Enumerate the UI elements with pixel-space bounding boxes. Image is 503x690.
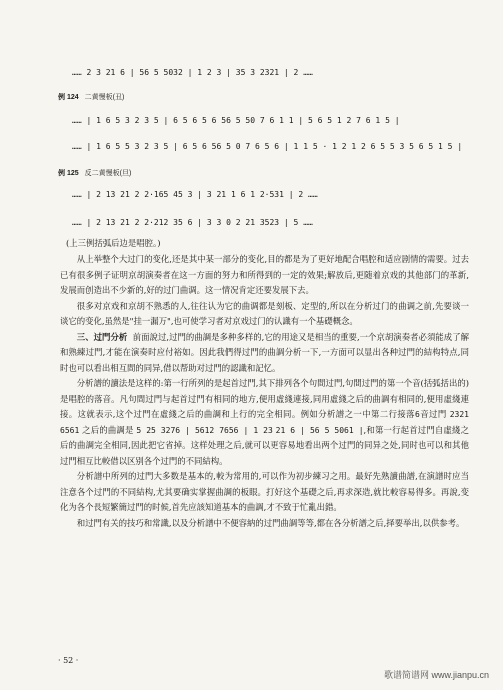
example-124-label <box>58 92 124 102</box>
body-text <box>60 252 469 531</box>
score-line-3: …… | 1 6 5 5 3 2 3 5 | 6 5 6 56 5 0 7 6 5 6 | 1 1 5 · 1 2 1 2 6 5 5 3 5 6 5 1 5 | <box>72 142 463 151</box>
score-line-1: …… 2 3 21 6 | 56 5 5032 | 1 2 3 | 35 3 2321 | 2 …… <box>72 68 313 77</box>
paragraph-4 <box>60 376 469 469</box>
inline-notation-2: 5 25 3276 | 5612 7656 | 1 23 <box>136 425 273 435</box>
inline-notation-3: 21 6 | 56 5 5061 | <box>275 425 364 435</box>
inline-notation-1: 2321 6561 <box>60 410 469 435</box>
paragraph-4-part-d: ,和第一行起首过門自虛綫之后的曲調完全相同,因此把它省掉。这样处理之后,就可以更容易地看出两个过門的同异之处,同时也可以和其他过門相互比較借以区别各个过門的不同結构。 <box>60 424 469 466</box>
example-124-desc: 二黄慢板(丑) <box>84 94 125 101</box>
score-line-2: …… | 1 6 5 3 2 3 5 | 6 5 6 5 6 56 5 50 7 6 1 1 | 5 6 5 1 2 7 6 1 5 | <box>72 116 400 125</box>
paragraph-4-part-b: 音过門 <box>419 409 447 419</box>
score-line-4: …… | 2 13 21 2 2·165 45 3 | 3 21 1 6 1 2·531 | 2 …… <box>72 190 318 199</box>
landing-note: 6 <box>414 410 420 419</box>
example-124-number: 例 124 <box>58 94 79 101</box>
paragraph-3-text: 前面說过,过門的曲調是多种多样的,它的用途又是相当的重要,一个京胡演奏者必須能成了解和熟練过門,才能在演奏时应付裕如。因此我們得过門的曲調分析一下,一方面可以显出各种过門的結构特点,同时也可以看出相互間的同异,借以帮助对过門的認識和記忆。 <box>60 331 470 373</box>
paragraph-4-part-c: 之后的曲調是 <box>82 424 134 435</box>
example-125-number: 例 125 <box>58 170 79 177</box>
paragraph-5: 分析譜中所列的过門大多数是基本的,較为常用的,可以作为初步練习之用。最好先熟讀曲譜,在演譜时应当注意各个过門的不同結构,尤其要确实掌握曲調的板眼。打好这个基礎之后,再求深造,就比較容易得多。再說,变化为各个長短繁簡过門的时候,首先应該知道基本的曲調,才不致于忙亂出錯。 <box>60 471 469 512</box>
paragraph-4-part-a: 分析譜的讀法是这样的:第一行所列的是起首过門,其下排列各个句間过門,句間过門的第一个音(括弧括出的)是唱腔的落音。凡句間过門与起首过門有相同的地方,便用虛綫連接,同用虛綫之后的曲調有相同的,便用虛綫連接。这就表示,这个过門在虛綫之后的曲調和上行的完全相同。例如分析譜之一中第二行接落 <box>60 378 469 419</box>
score-line-5: …… | 2 13 21 2 2·212 35 6 | 3 3 0 2 21 3523 | 5 …… <box>72 218 313 227</box>
paragraph-2: 很多对京戏和京胡不熟悉的人,往往认为它的曲调都是刻板、定型的,所以在分析过门的曲调之前,先要谈一谈它的变化,虽然是"挂一漏万",也可使学习者对京戏过门的认識有一个基礎概念。 <box>60 300 469 326</box>
page-number: · 52 · <box>58 656 79 665</box>
example-125-desc: 反二黄慢板(旦) <box>84 170 132 177</box>
score-note <box>66 236 469 252</box>
section-heading: 三、过門分析 <box>76 331 128 342</box>
site-watermark: 歌谱简谱网 www.jianpu.cn <box>383 670 489 680</box>
score-note-text: (上三例括弧后边是唱腔。) <box>66 238 161 248</box>
paragraph-6: 和过門有关的技巧和常識,以及分析譜中不便容納的过門曲調等等,都在各分析譜之后,择要举出,以供参考。 <box>76 517 465 528</box>
paragraph-3 <box>60 330 469 377</box>
paragraph-1: 从上举整个大过门的变化,还是其中某一部分的变化,目的都是为了更好地配合唱腔和适应剧情的需要。过去已有很多例子证明京胡演奏者在这一方面的努力和所得到的一定的效果;解放后,更随着京戏的其他部门的革新,发展而创造出不少新的,好的过门曲调。这一情况肯定还要发展下去。 <box>60 254 469 295</box>
example-125-label <box>58 168 131 178</box>
